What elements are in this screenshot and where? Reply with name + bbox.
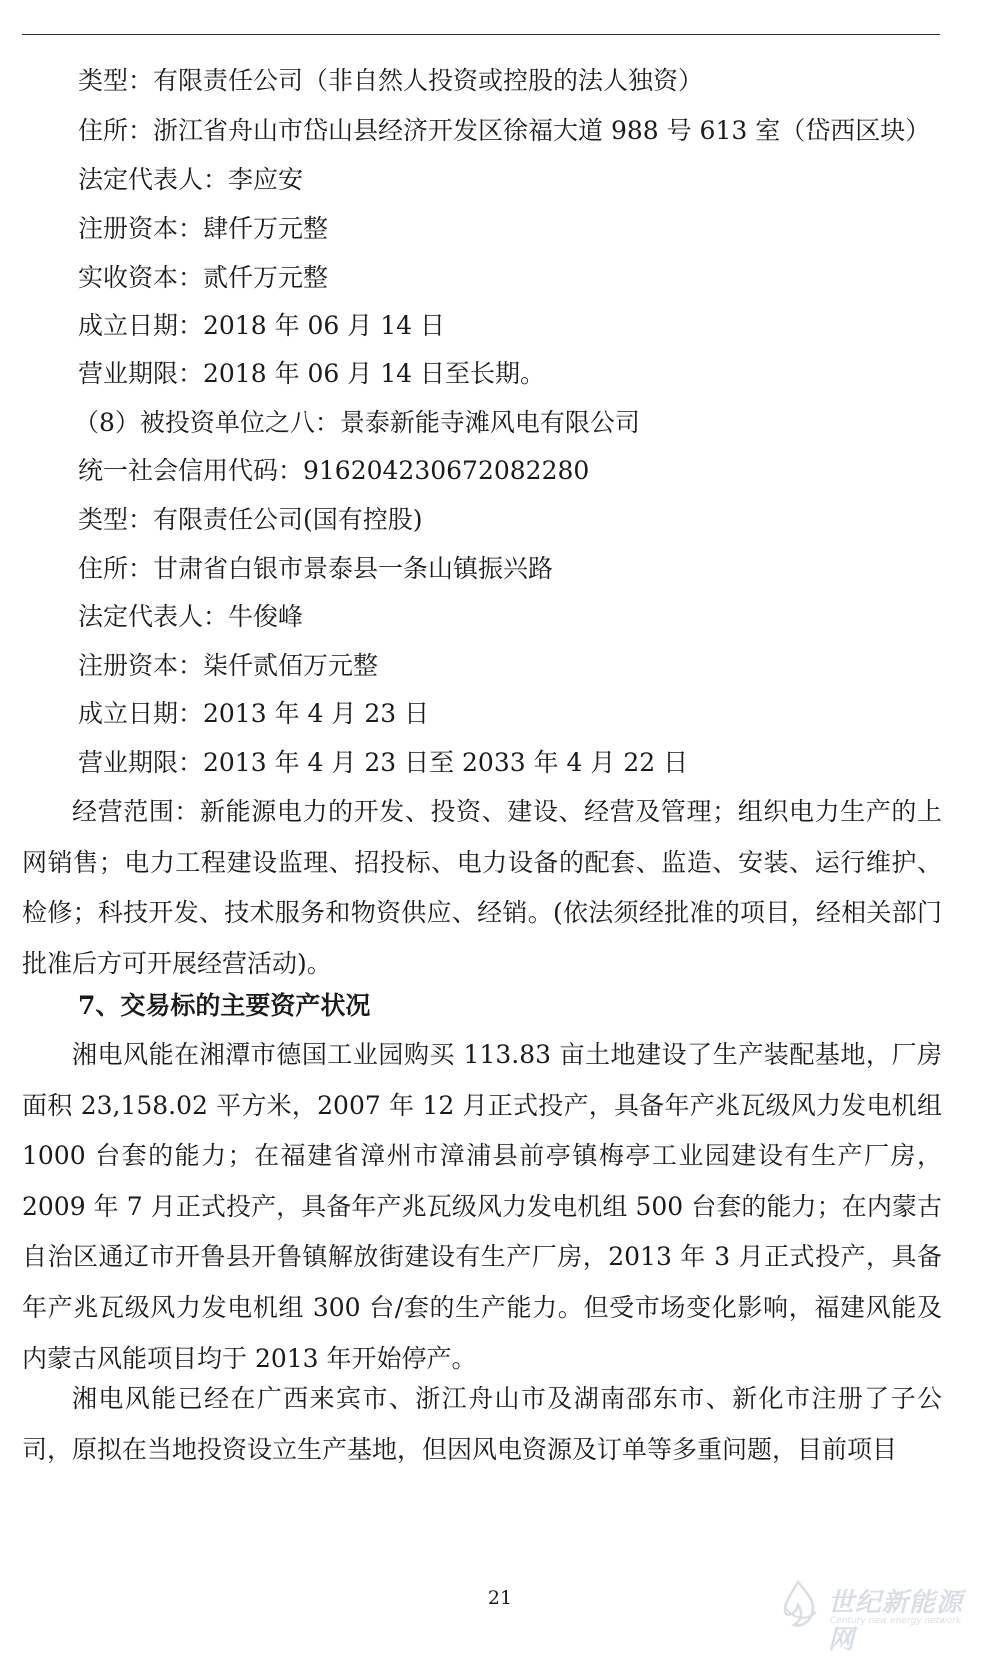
watermark-subtext: Century new energy network bbox=[830, 1616, 962, 1626]
company8-registered-capital: 注册资本：柒仟贰佰万元整 bbox=[78, 651, 379, 680]
company8-established: 成立日期：2013 年 4 月 23 日 bbox=[78, 699, 430, 728]
company8-credit-code: 统一社会信用代码：916204230672082280 bbox=[78, 456, 590, 485]
company7-type: 类型：有限责任公司（非自然人投资或控股的法人独资） bbox=[78, 66, 704, 95]
company7-address: 住所：浙江省舟山市岱山县经济开发区徐福大道 988 号 613 室（岱西区块） bbox=[78, 116, 931, 145]
header-rule bbox=[22, 34, 940, 35]
company8-address: 住所：甘肃省白银市景泰县一条山镇振兴路 bbox=[78, 554, 554, 583]
watermark-text: 世纪新能源网 bbox=[828, 1588, 964, 1655]
section7-paragraph-1: 湘电风能在湘潭市德国工业园购买 113.83 亩土地建设了生产装配基地，厂房面积 23,158.02 平方米，2007 年 12 月正式投产，具备年产兆瓦级风力发电机组 1000 台套的能力；在福建省漳州市漳浦县前亭镇梅亭工业园建设有生产厂房，2009 年 7 月正式投产，具备年产兆瓦级风力发电机组 500 台套的能力；在内蒙古自治区通辽市开鲁县开鲁镇解放街建设有生产厂房，2013 年 3 月正式投产，具备年产兆瓦级风力发电机组 300 台/套的生产能力。但受市场变化影响，福建风能及内蒙古风能项目均于 2013 年开始停产。 bbox=[22, 1040, 942, 1373]
watermark-flame-icon bbox=[772, 1578, 824, 1630]
company7-paid-capital: 实收资本：贰仟万元整 bbox=[78, 263, 329, 292]
company8-legal-rep: 法定代表人：牛俊峰 bbox=[78, 602, 304, 631]
company8-scope: 经营范围：新能源电力的开发、投资、建设、经营及管理；组织电力生产的上网销售；电力工程建设监理、招投标、电力设备的配套、监造、安装、运行维护、检修；科技开发、技术服务和物资供应、经销。(依法须经批准的项目，经相关部门批准后方可开展经营活动)。 bbox=[22, 797, 942, 978]
company8-title: （8）被投资单位之八：景泰新能寺滩风电有限公司 bbox=[74, 408, 640, 437]
company8-term: 营业期限：2013 年 4 月 23 日至 2033 年 4 月 22 日 bbox=[78, 748, 689, 777]
watermark bbox=[772, 1574, 982, 1655]
company7-registered-capital: 注册资本：肆仟万元整 bbox=[78, 214, 329, 243]
company7-term: 营业期限：2018 年 06 月 14 日至长期。 bbox=[78, 359, 545, 388]
company7-established: 成立日期：2018 年 06 月 14 日 bbox=[78, 311, 445, 340]
section7-paragraph-2: 湘电风能已经在广西来宾市、浙江舟山市及湖南邵东市、新化市注册了子公司，原拟在当地投资设立生产基地，但因风电资源及订单等多重问题，目前项目 bbox=[22, 1384, 942, 1464]
company7-legal-rep: 法定代表人：李应安 bbox=[78, 165, 304, 194]
company8-type: 类型：有限责任公司(国有控股) bbox=[78, 505, 423, 534]
page-number: 21 bbox=[487, 1587, 513, 1609]
section7-heading: 7、交易标的主要资产状况 bbox=[78, 991, 371, 1020]
